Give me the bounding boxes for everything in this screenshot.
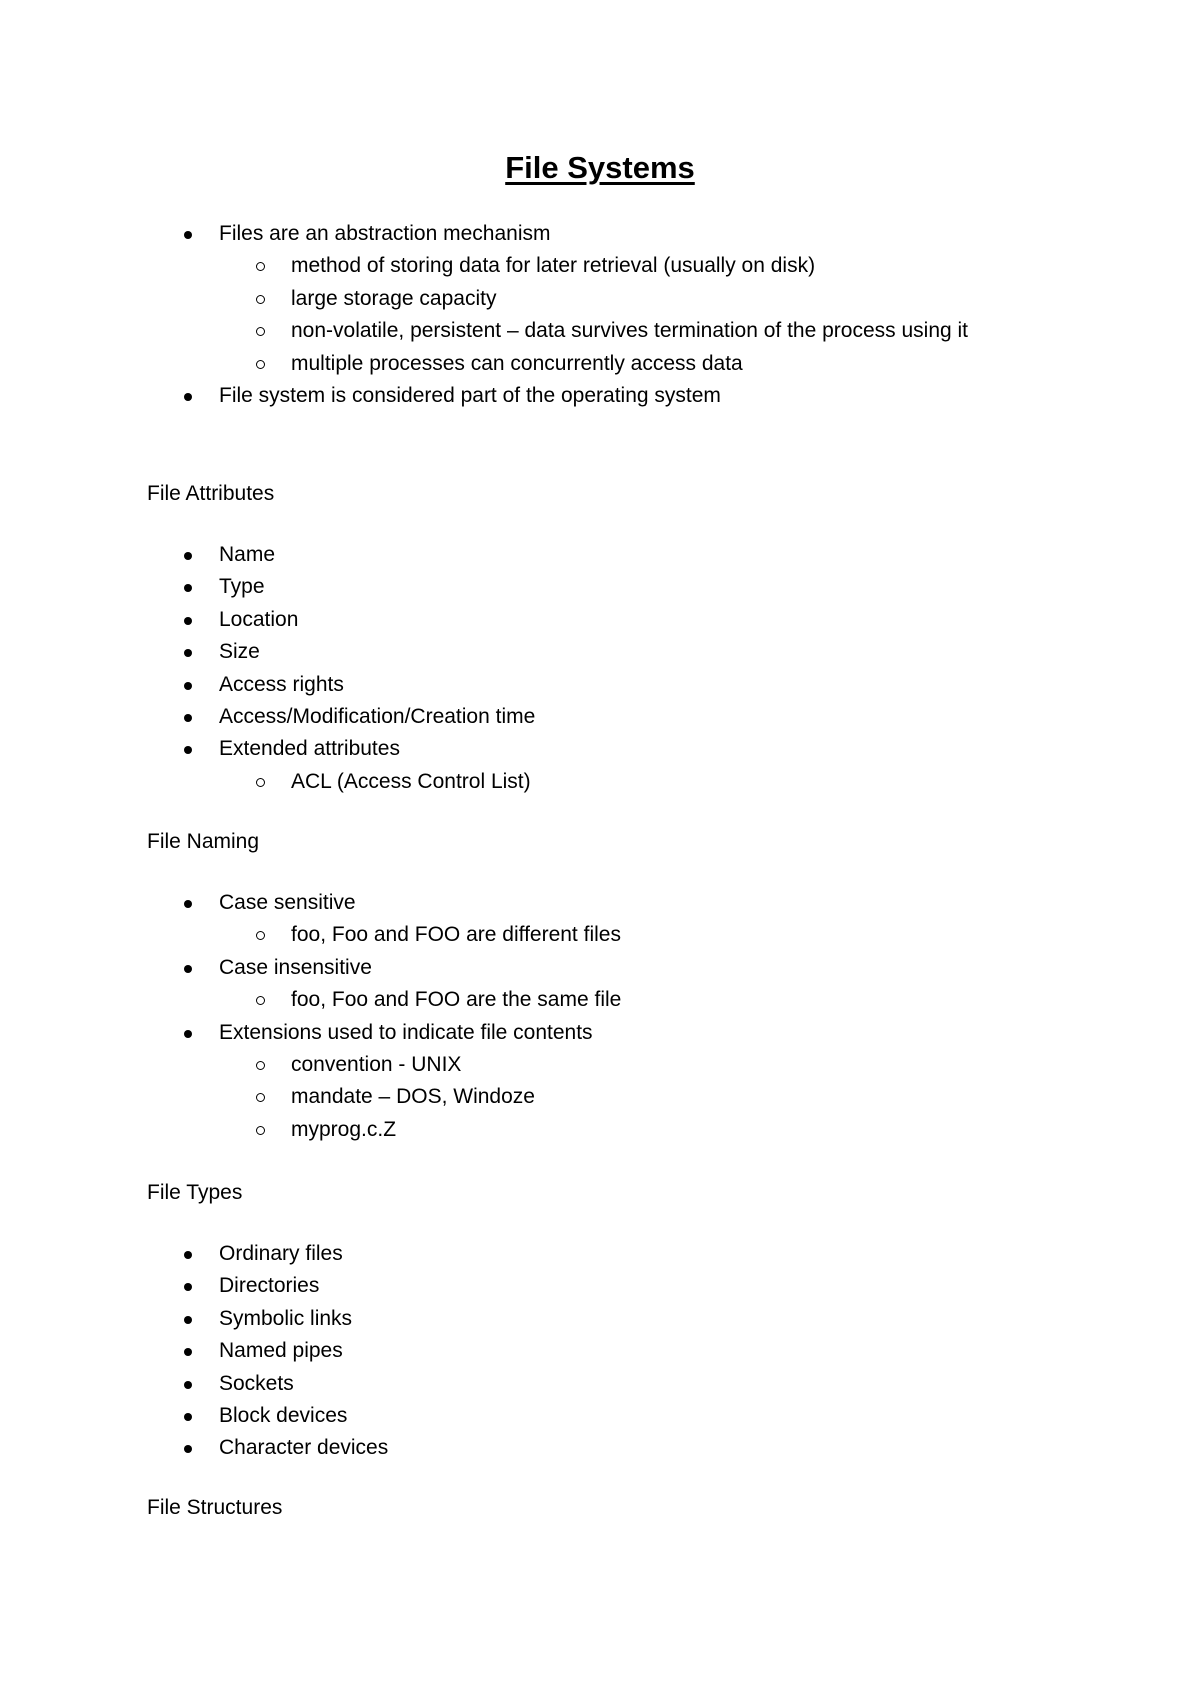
sub-list-item — [0, 1081, 1200, 1113]
list-item-text: Extensions used to indicate file contents — [219, 1020, 593, 1044]
list-item — [0, 952, 1200, 1017]
list-item — [0, 733, 1200, 798]
naming-list — [0, 887, 1200, 1146]
circle-bullet-icon — [256, 931, 265, 940]
bullet-icon — [184, 900, 192, 908]
circle-bullet-icon — [256, 327, 265, 336]
circle-bullet-icon — [256, 1126, 265, 1135]
circle-bullet-icon — [256, 295, 265, 304]
bullet-icon — [184, 617, 192, 625]
circle-bullet-icon — [256, 262, 265, 271]
attributes-section — [0, 539, 1200, 798]
sub-list-item-text: convention - UNIX — [291, 1053, 462, 1077]
bullet-icon — [184, 584, 192, 592]
bullet-icon — [184, 1445, 192, 1453]
intro-section — [0, 218, 1200, 412]
bullet-icon — [184, 1348, 192, 1356]
sub-list-item-text: mandate – DOS, Windoze — [291, 1085, 535, 1109]
list-item-text: Block devices — [219, 1404, 348, 1428]
attributes-list — [0, 539, 1200, 798]
list-item — [0, 1432, 1200, 1464]
list-item — [0, 604, 1200, 636]
naming-section — [0, 887, 1200, 1146]
section-heading-naming: File Naming — [147, 830, 260, 853]
bullet-icon — [184, 965, 192, 973]
bullet-icon — [184, 714, 192, 722]
sub-list — [0, 1049, 1200, 1146]
list-item — [0, 1335, 1200, 1367]
list-item-text: Sockets — [219, 1371, 294, 1395]
sub-list-item — [0, 1114, 1200, 1146]
section-heading-attributes: File Attributes — [147, 482, 275, 505]
list-item-text: Files are an abstraction mechanism — [219, 222, 551, 245]
list-item — [0, 1303, 1200, 1335]
bullet-icon — [184, 746, 192, 754]
sub-list-item-text: myprog.c.Z — [291, 1117, 397, 1141]
list-item-text: Access rights — [219, 672, 344, 696]
list-item-text: Case sensitive — [219, 891, 356, 914]
list-item — [0, 1270, 1200, 1302]
bullet-icon — [184, 649, 192, 657]
list-item-text: Character devices — [219, 1436, 389, 1460]
sub-list-item — [0, 315, 1200, 347]
sub-list — [0, 250, 1200, 380]
sub-list-item-text: ACL (Access Control List) — [291, 769, 531, 793]
sub-list-item-text: foo, Foo and FOO are the same file — [291, 988, 622, 1012]
list-item — [0, 1017, 1200, 1147]
section-heading-structures: File Structures — [147, 1496, 283, 1519]
bullet-icon — [184, 393, 192, 401]
list-item-text: Case insensitive — [219, 955, 372, 979]
circle-bullet-icon — [256, 1061, 265, 1070]
bullet-icon — [184, 1413, 192, 1421]
list-item-text: Size — [219, 640, 260, 664]
list-item-text: File system is considered part of the operating system — [219, 384, 721, 408]
bullet-icon — [184, 1030, 192, 1038]
sub-list-item-text: non-volatile, persistent – data survives termination of the process using it — [291, 319, 969, 343]
sub-list-item — [0, 348, 1200, 380]
list-item — [0, 636, 1200, 668]
list-item-text: Extended attributes — [219, 737, 400, 761]
sub-list-item — [0, 766, 1200, 798]
list-item — [0, 380, 1200, 412]
sub-list-item — [0, 984, 1200, 1016]
list-item — [0, 1400, 1200, 1432]
list-item-text: Directories — [219, 1274, 320, 1298]
sub-list-item — [0, 250, 1200, 282]
list-item-text: Named pipes — [219, 1339, 343, 1363]
sub-list-item-text: multiple processes can concurrently access data — [291, 351, 743, 375]
list-item — [0, 1238, 1200, 1270]
bullet-icon — [184, 1316, 192, 1324]
sub-list-item — [0, 919, 1200, 951]
page-title: File Systems — [505, 150, 695, 185]
sub-list-item-text: foo, Foo and FOO are different files — [291, 923, 621, 947]
list-item — [0, 1368, 1200, 1400]
list-item-text: Name — [219, 543, 276, 566]
bullet-icon — [184, 1251, 192, 1259]
sub-list — [0, 984, 1200, 1016]
sub-list-item-text: large storage capacity — [291, 286, 497, 310]
list-item-text: Access/Modification/Creation time — [219, 705, 536, 729]
list-item — [0, 218, 1200, 380]
circle-bullet-icon — [256, 996, 265, 1005]
types-list — [0, 1238, 1200, 1465]
circle-bullet-icon — [256, 360, 265, 369]
circle-bullet-icon — [256, 778, 265, 787]
bullet-icon — [184, 682, 192, 690]
list-item-text: Ordinary files — [219, 1242, 343, 1265]
types-section — [0, 1238, 1200, 1465]
circle-bullet-icon — [256, 1093, 265, 1102]
list-item-text: Symbolic links — [219, 1306, 353, 1330]
list-item — [0, 701, 1200, 733]
list-item-text: Location — [219, 607, 299, 631]
list-item — [0, 887, 1200, 952]
sub-list — [0, 919, 1200, 951]
bullet-icon — [184, 1283, 192, 1291]
sub-list-item-text: method of storing data for later retrieval (usually on disk) — [291, 254, 816, 278]
section-heading-types: File Types — [147, 1181, 243, 1204]
sub-list-item — [0, 1049, 1200, 1081]
bullet-icon — [184, 231, 192, 239]
sub-list-item — [0, 283, 1200, 315]
intro-list — [0, 218, 1200, 412]
list-item — [0, 571, 1200, 603]
list-item — [0, 669, 1200, 701]
list-item-text: Type — [219, 575, 265, 599]
sub-list — [0, 766, 1200, 798]
bullet-icon — [184, 1381, 192, 1389]
bullet-icon — [184, 552, 192, 560]
list-item — [0, 539, 1200, 571]
